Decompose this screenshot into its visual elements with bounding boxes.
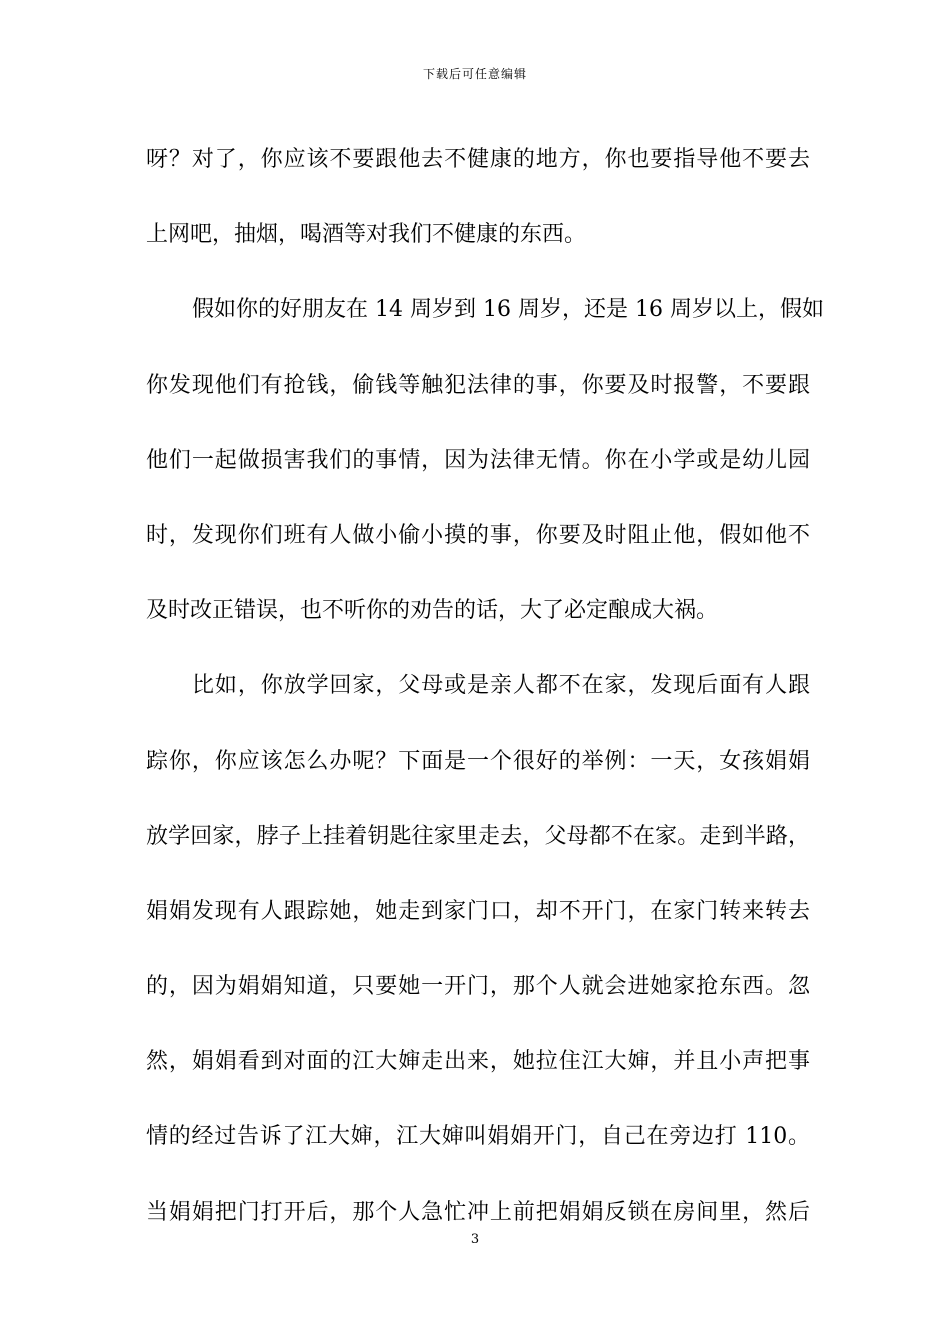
paragraph-line: 他们一起做损害我们的事情，因为法律无情。你在小学或是幼儿园 [146,447,810,473]
paragraph-line: 当娟娟把门打开后，那个人急忙冲上前把娟娟反锁在房间里，然后 [146,1199,810,1225]
paragraph-line: 情的经过告诉了江大婶，江大婶叫娟娟开门，自己在旁边打 110。 [146,1124,810,1150]
page-number: 3 [470,1232,480,1247]
paragraph-line: 比如，你放学回家，父母或是亲人都不在家，发现后面有人跟 [192,673,810,699]
paragraph-line: 上网吧，抽烟，喝酒等对我们不健康的东西。 [146,222,587,248]
page-header: 下载后可任意编辑 [422,67,527,81]
paragraph-line: 及时改正错误，也不听你的劝告的话，大了必定酿成大祸。 [146,598,719,624]
paragraph-line: 娟娟发现有人跟踪她，她走到家门口，却不开门，在家门转来转去 [146,898,810,924]
document-body [146,122,824,1250]
paragraph-line: 的，因为娟娟知道，只要她一开门，那个人就会进她家抢东西。忽 [146,974,810,1000]
paragraph-line: 假如你的好朋友在 14 周岁到 16 周岁，还是 16 周岁以上，假如 [192,297,824,323]
paragraph-line: 然，娟娟看到对面的江大婶走出来，她拉住江大婶，并且小声把事 [146,1049,810,1075]
paragraph-line: 你发现他们有抢钱，偷钱等触犯法律的事，你要及时报警，不要跟 [146,372,810,398]
paragraph-line: 放学回家，脖子上挂着钥匙往家里走去，父母都不在家。走到半路， [146,823,810,849]
paragraph-line: 踪你，你应该怎么办呢？下面是一个很好的举例：一天，女孩娟娟 [146,748,810,774]
paragraph-line: 呀？对了，你应该不要跟他去不健康的地方，你也要指导他不要去 [146,147,810,172]
paragraph-line: 时，发现你们班有人做小偷小摸的事，你要及时阻止他，假如他不 [146,522,810,548]
